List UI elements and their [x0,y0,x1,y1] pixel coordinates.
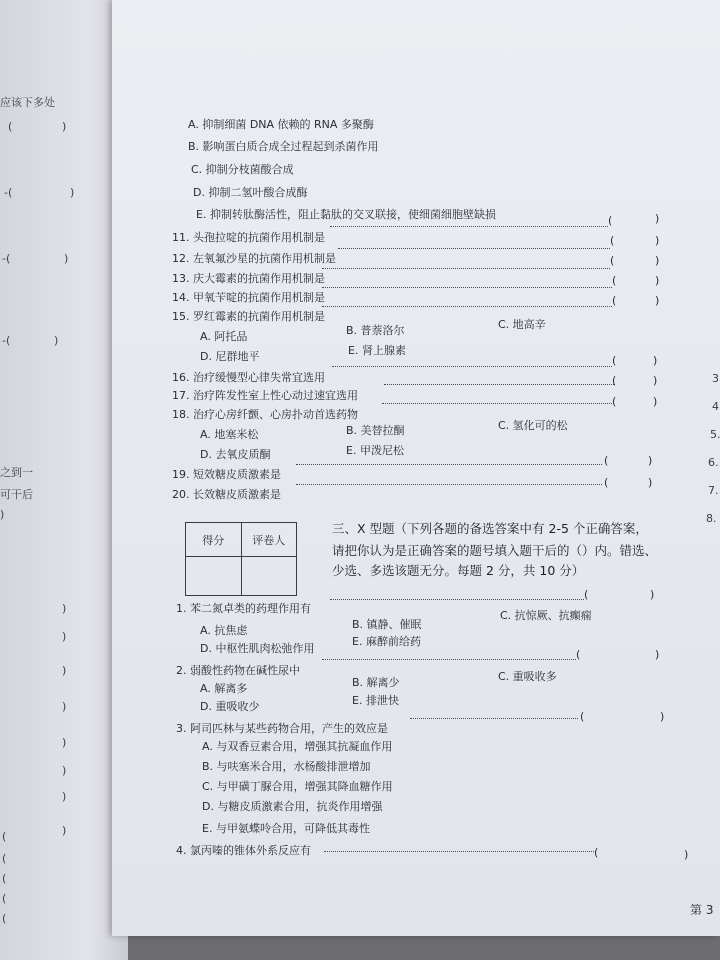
left-fragment: -( [2,334,11,347]
answer-paren-close[interactable]: ) [655,212,660,225]
option-e: E. 抑制转肽酶活性，阻止黏肽的交叉联接，使细菌细胞壁缺损 [196,208,496,221]
answer-paren-close[interactable]: ) [660,710,665,723]
leader-dots [322,287,612,288]
answer-paren-open[interactable]: ( [584,588,589,601]
answer-paren-open[interactable]: ( [604,476,609,489]
option-e: E. 排泄快 [352,694,399,707]
option-e: E. 甲泼尼松 [346,444,404,457]
x-question-4: 4. 氯丙嗪的锥体外系反应有 [176,844,311,857]
section-instructions: 请把你认为是正确答案的题号填入题干后的（）内。错选、 [332,543,658,558]
left-fragment: ) [0,508,5,521]
right-margin-number: 5. [710,428,720,441]
option-d: D. 去氧皮质酮 [200,448,271,461]
leader-dots [324,851,594,852]
option-d: D. 中枢性肌肉松弛作用 [200,642,315,655]
option-c: C. 地高辛 [498,318,546,331]
right-margin-number: 8. [706,512,717,525]
answer-paren-open[interactable]: ( [612,274,617,287]
answer-paren-close[interactable]: ) [653,354,658,367]
score-label: 得分 [186,523,242,557]
left-fragment: ) [64,252,69,265]
leader-dots [338,248,610,249]
left-fragment: ) [62,824,67,837]
option-b: B. 解离少 [352,676,400,689]
option-a: A. 阿托品 [200,330,248,343]
leader-dots [332,366,612,367]
option-a: A. 与双香豆素合用，增强其抗凝血作用 [202,740,393,753]
left-fragment: ) [62,664,67,677]
x-question-1: 1. 苯二氮卓类的药理作用有 [176,602,311,615]
option-a: A. 抑制细菌 DNA 依赖的 RNA 多聚酶 [188,118,374,131]
leader-dots [322,268,610,269]
answer-paren-open[interactable]: ( [610,234,615,247]
answer-paren-close[interactable]: ) [653,395,658,408]
option-b: B. 美替拉酮 [346,424,405,437]
option-a: A. 解离多 [200,682,248,695]
option-b: B. 影响蛋白质合成全过程起到杀菌作用 [188,140,379,153]
option-d: D. 抑制二氢叶酸合成酶 [193,186,308,199]
question-14: 14. 甲氧苄啶的抗菌作用机制是 [172,291,325,304]
answer-paren-open[interactable]: ( [612,354,617,367]
left-fragment: ) [70,186,75,199]
option-e: E. 与甲氨蝶呤合用，可降低其毒性 [202,822,370,835]
question-18: 18. 治疗心房纤颤、心房扑动首选药物 [172,408,358,421]
option-b: B. 与呋塞米合用，水杨酸排泄增加 [202,760,371,773]
answer-paren-open[interactable]: ( [612,395,617,408]
section-title: 三、X 型题（下列各题的备选答案中有 2-5 个正确答案， [332,521,648,536]
answer-paren-close[interactable]: ) [684,848,689,861]
answer-paren-close[interactable]: ) [655,274,660,287]
question-13: 13. 庆大霉素的抗菌作用机制是 [172,272,325,285]
option-c: C. 抑制分枝菌酸合成 [191,163,294,176]
left-fragment: ( [2,912,7,925]
answer-paren-close[interactable]: ) [655,234,660,247]
option-d: D. 与糖皮质激素合用，抗炎作用增强 [202,800,383,813]
option-e: E. 肾上腺素 [348,344,406,357]
page-number: 第 3 [690,903,714,917]
answer-paren-close[interactable]: ) [648,454,653,467]
left-fragment: ( [2,892,7,905]
leader-dots [296,484,602,485]
answer-paren-open[interactable]: ( [576,648,581,661]
answer-paren-close[interactable]: ) [655,648,660,661]
left-fragment: ) [62,790,67,803]
question-19: 19. 短效糖皮质激素是 [172,468,281,481]
leader-dots [322,659,576,660]
answer-paren-open[interactable]: ( [612,374,617,387]
left-fragment: ) [54,334,59,347]
leader-dots [296,464,602,465]
option-b: B. 普萘洛尔 [346,324,405,337]
option-e: E. 麻醉前给药 [352,635,421,648]
leader-dots [382,403,612,404]
answer-paren-open[interactable]: ( [612,294,617,307]
question-12: 12. 左氧氟沙星的抗菌作用机制是 [172,252,336,265]
option-d: D. 尼群地平 [200,350,260,363]
option-a: A. 抗焦虑 [200,624,248,637]
question-11: 11. 头孢拉啶的抗菌作用机制是 [172,231,325,244]
right-margin-number: 3 [712,372,719,385]
left-fragment: ( [2,830,7,843]
grader-label: 评卷人 [241,523,297,557]
left-fragment: ( [2,872,7,885]
left-fragment: -( [2,252,11,265]
answer-paren-open[interactable]: ( [604,454,609,467]
score-cell[interactable] [186,557,242,596]
question-20: 20. 长效糖皮质激素是 [172,488,281,501]
leader-dots [330,226,608,227]
grader-cell[interactable] [241,557,297,596]
leader-dots [410,718,578,719]
option-c: C. 与甲磺丁脲合用，增强其降血糖作用 [202,780,393,793]
right-margin-number: 6. [708,456,719,469]
left-fragment: 之到一 [0,466,33,479]
left-fragment: ( [8,120,13,133]
left-page [0,0,128,960]
left-fragment: ) [62,120,67,133]
left-fragment: 应该下多处 [0,96,55,109]
answer-paren-open[interactable]: ( [580,710,585,723]
leader-dots [384,384,614,385]
question-16: 16. 治疗缓慢型心律失常宜选用 [172,371,325,384]
question-17: 17. 治疗阵发性室上性心动过速宜选用 [172,389,358,402]
left-fragment: ) [62,602,67,615]
answer-paren-close[interactable]: ) [655,254,660,267]
score-box [185,522,297,596]
answer-paren-open[interactable]: ( [608,214,613,227]
question-15: 15. 罗红霉素的抗菌作用机制是 [172,310,325,323]
answer-paren-close[interactable]: ) [655,294,660,307]
option-c: C. 抗惊厥、抗癫痫 [500,609,592,622]
answer-paren-open[interactable]: ( [610,254,615,267]
left-fragment: ( [2,852,7,865]
answer-paren-close[interactable]: ) [653,374,658,387]
section-instructions: 少选、多选该题无分。每题 2 分，共 10 分） [332,563,585,578]
option-a: A. 地塞米松 [200,428,259,441]
option-c: C. 氢化可的松 [498,419,568,432]
answer-paren-close[interactable]: ) [650,588,655,601]
x-question-3: 3. 阿司匹林与某些药物合用，产生的效应是 [176,722,388,735]
option-b: B. 镇静、催眠 [352,618,422,631]
left-fragment: ) [62,764,67,777]
right-margin-number: 7. [708,484,719,497]
left-fragment: 可干后 [0,488,33,501]
left-fragment: -( [4,186,13,199]
answer-paren-open[interactable]: ( [594,846,599,859]
x-question-2: 2. 弱酸性药物在碱性尿中 [176,664,300,677]
left-fragment: ) [62,700,67,713]
right-margin-number: 4 [712,400,719,413]
leader-dots [330,599,584,600]
option-c: C. 重吸收多 [498,670,557,683]
left-fragment: ) [62,736,67,749]
answer-paren-close[interactable]: ) [648,476,653,489]
left-fragment: ) [62,630,67,643]
leader-dots [322,306,612,307]
option-d: D. 重吸收少 [200,700,260,713]
